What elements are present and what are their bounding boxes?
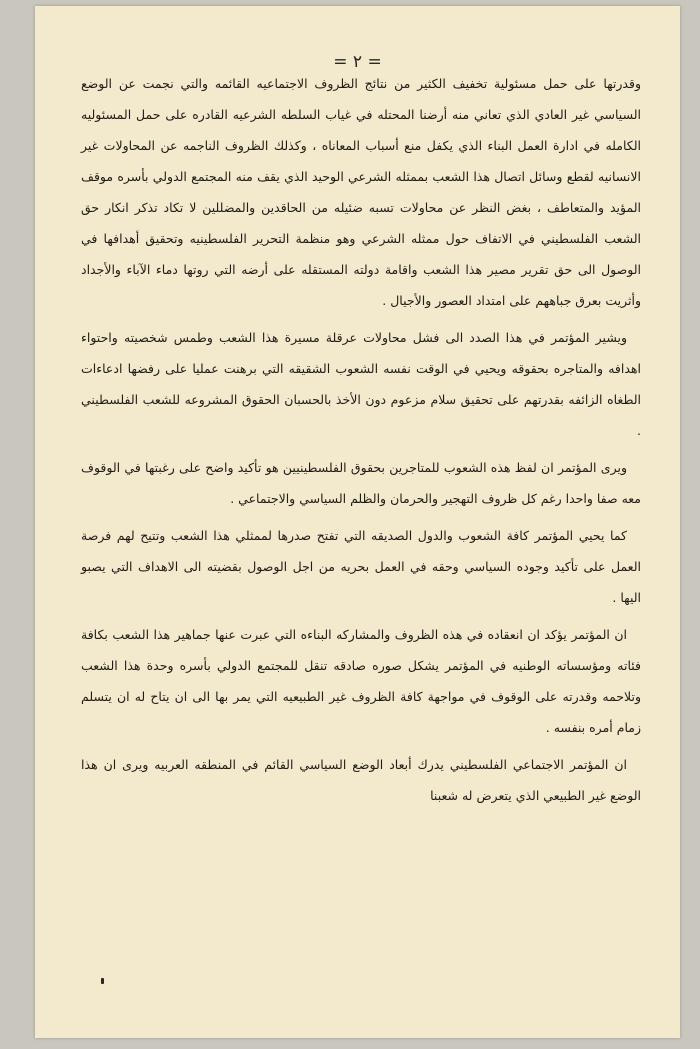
paragraph-1: وقدرتها على حمل مسئولية تخفيف الكثير من نتائج الظروف الاجتماعيه القائمه والتي نجمت عن الوضع السياسي غير العادي الذي تعاني منه أرضنا المحتله في غياب السلطه الشرعيه القادره على حمل المسئوليه الكامله في ادارة العمل البناء الذي يكفل منع أسباب المعاناه ، وكذلك الظروف الناجمه عن المحاولات غير الانسانيه لقطع وسائل اتصال هذا الشعب بممثله الشرعي الوحيد الذي يقف منه المجتمع الدولي بأسره موقف المؤيد والمتعاطف ، بغض النظر عن محاولات تسبه ضئيله من الحاقدين والمضللين لا تكاد تذكر انكار حق الشعب الفلسطيني في الاتفاف حول ممثله الشرعي وهو منظمة التحرير الفلسطينيه وتحقيق أهدافها في الوصول الى حق تقرير مصير هذا الشعب واقامة دولته المستقله على أرضه التي روتها دماء الآباء والأجداد وأثريت بعرق جباههم على امتداد العصور والأجيال .: [81, 76, 641, 308]
page-number: = ٢ =: [333, 52, 382, 72]
ink-speck: [101, 978, 104, 984]
paragraph-5: ان المؤتمر يؤكد ان انعقاده في هذه الظروف والمشاركه البناءه التي عبرت عنها جماهير هذا الشعب بكافة فئاته ومؤسساته الوطنيه في المؤتمر يشكل صوره صادقه تنقل للمجتمع الدولي بأسره وحدة هذا الشعب وتلاحمه وقدرته على الوقوف في مواجهة كافة الظروف غير الطبيعيه التي يمر بها الى ان يتاح له ان يتسلم زمام أمره بنفسه .: [81, 627, 641, 735]
paragraph-4: كما يحيي المؤتمر كافة الشعوب والدول الصديقه التي تفتح صدرها لممثلي هذا الشعب وتتيح لهم فرصة العمل على تأكيد وجوده السياسي وحقه في العمل بحريه من اجل الوصول بقضيته الى الاهداف التي يصبو اليها .: [81, 528, 641, 605]
paragraph-3: ويرى المؤتمر ان لفظ هذه الشعوب للمتاجرين بحقوق الفلسطينيين هو تأكيد واضح على رغبتها في الوقوف معه صفا واحدا رغم كل ظروف التهجير والحرمان والظلم السياسي والاجتماعي .: [81, 460, 641, 506]
document-page: [35, 6, 680, 1038]
paragraph-2: ويشير المؤتمر في هذا الصدد الى فشل محاولات عرقلة مسيرة هذا الشعب وطمس شخصيته واحتواء اهدافه والمتاجره بحقوقه ويحيي في الوقت نفسه الشعوب الشقيقه التي برهنت عمليا على رفضها ادعاءات الطغاه الزائفه بقدرتهم على تحقيق سلام مزعوم دون الأخذ بالحسبان الحقوق المشروعه للشعب الفلسطيني .: [81, 330, 641, 438]
body-text: [81, 68, 641, 817]
paragraph-6: ان المؤتمر الاجتماعي الفلسطيني يدرك أبعاد الوضع السياسي القائم في المنطقه العربيه ويرى ان هذا الوضع غير الطبيعي الذي يتعرض له شعبنا: [81, 757, 641, 803]
